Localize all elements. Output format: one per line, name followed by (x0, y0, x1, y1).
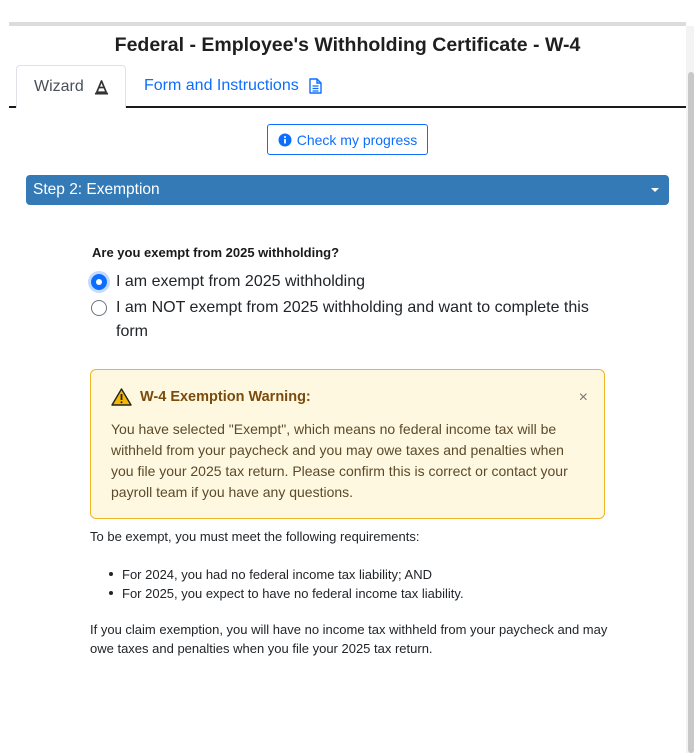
requirements-list (122, 565, 464, 603)
step-label: Step 2: Exemption (33, 181, 160, 198)
exempt-option-label: I am exempt from 2025 withholding (116, 273, 366, 290)
window-top-bar (9, 22, 686, 26)
close-icon[interactable]: × (578, 389, 588, 406)
warning-triangle-icon (111, 388, 132, 406)
exemption-question: Are you exempt from 2025 withholding? (92, 245, 340, 260)
caret-down-icon (651, 188, 659, 192)
tab-form-label: Form and Instructions (144, 77, 299, 94)
tab-bar (9, 65, 686, 108)
warning-message: You have selected "Exempt", which means no federal income tax will be withheld from your paycheck and you may owe taxes and penalties when you file your 2025 tax return. Please confirm this is correct or contact your payroll team if you have any questions. (111, 421, 568, 500)
requirements-outro: If you claim exemption, you will have no income tax withheld from your paycheck and may owe taxes and penalties when you file your 2025 tax return. (90, 622, 608, 656)
warning-header (111, 388, 311, 406)
exempt-radio[interactable] (91, 274, 107, 290)
not-exempt-option-label: I am NOT exempt from 2025 withholding and want to complete this form (116, 299, 589, 340)
tab-wizard[interactable] (16, 65, 126, 108)
not-exempt-radio[interactable] (91, 300, 107, 316)
check-progress-button[interactable] (267, 124, 428, 155)
document-icon (309, 78, 322, 94)
scrollbar-thumb[interactable] (688, 72, 694, 753)
warning-title: W-4 Exemption Warning: (140, 389, 311, 405)
list-item: For 2024, you had no federal income tax liability; AND (122, 565, 464, 584)
list-item: For 2025, you expect to have no federal income tax liability. (122, 586, 464, 601)
step-selector[interactable] (26, 175, 669, 205)
tab-form-and-instructions[interactable] (143, 65, 322, 107)
not-exempt-option[interactable] (91, 296, 611, 344)
requirements-intro: To be exempt, you must meet the following requirements: (90, 529, 420, 544)
exempt-option[interactable] (91, 270, 365, 294)
check-progress-label: Check my progress (296, 131, 418, 148)
page-title: Federal - Employee's Withholding Certificate - W-4 (114, 34, 581, 56)
info-icon (278, 133, 292, 147)
wizard-hat-icon (94, 80, 109, 95)
exemption-warning-alert (90, 369, 605, 519)
tab-wizard-label: Wizard (34, 78, 84, 95)
